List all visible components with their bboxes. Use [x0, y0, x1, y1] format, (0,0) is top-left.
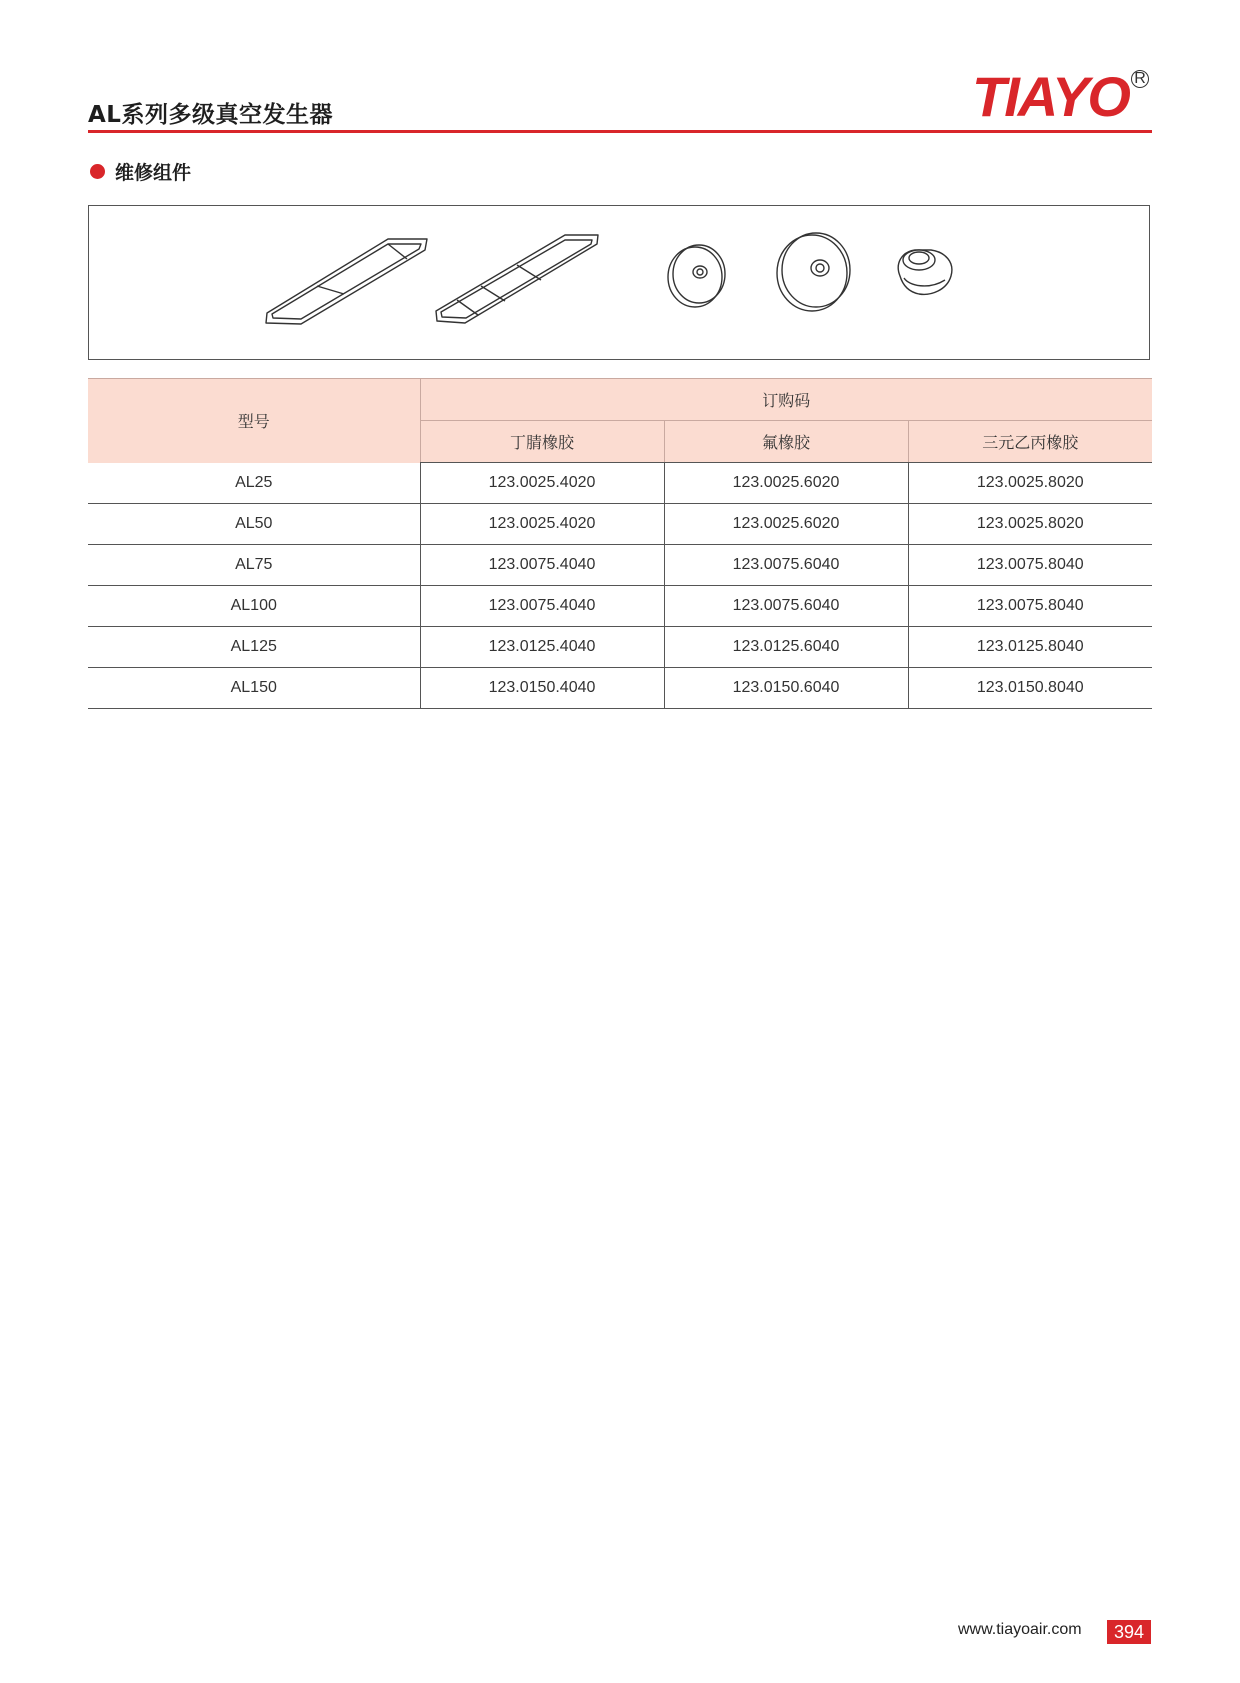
gasket-strip-three-cell-icon: [266, 239, 427, 324]
code-cell: 123.0025.6020: [664, 463, 908, 504]
model-cell: AL125: [88, 627, 420, 668]
model-cell: AL50: [88, 504, 420, 545]
table-row: [88, 463, 1152, 504]
code-cell: 123.0075.4040: [420, 586, 664, 627]
table-row: [88, 668, 1152, 709]
model-cell: AL75: [88, 545, 420, 586]
suction-disc-small-icon: [668, 245, 725, 307]
bellows-cup-icon: [898, 250, 952, 294]
code-cell: 123.0150.8040: [908, 668, 1152, 709]
brand-logo: [972, 65, 1149, 128]
code-cell: 123.0025.8020: [908, 504, 1152, 545]
header-material-fkm: 氟橡胶: [664, 421, 908, 463]
code-cell: 123.0150.4040: [420, 668, 664, 709]
model-cell: AL150: [88, 668, 420, 709]
section-heading: [90, 158, 191, 185]
table-row: [88, 504, 1152, 545]
code-cell: 123.0025.8020: [908, 463, 1152, 504]
code-cell: 123.0125.8040: [908, 627, 1152, 668]
section-heading-text: 维修组件: [115, 162, 192, 184]
header-material-nbr: 丁腈橡胶: [420, 421, 664, 463]
header-divider: [88, 130, 1152, 133]
order-code-table: [88, 378, 1152, 709]
table-row: [88, 586, 1152, 627]
page-title: AL系列多级真空发生器: [88, 102, 333, 128]
model-cell: AL100: [88, 586, 420, 627]
code-cell: 123.0125.4040: [420, 627, 664, 668]
code-cell: 123.0025.4020: [420, 463, 664, 504]
header-model: 型号: [88, 379, 420, 463]
bullet-icon: [90, 164, 105, 179]
header-material-epdm: 三元乙丙橡胶: [908, 421, 1152, 463]
parts-figure: [88, 205, 1150, 360]
page-number-badge: 394: [1107, 1620, 1151, 1644]
code-cell: 123.0075.6040: [664, 545, 908, 586]
table-row: [88, 545, 1152, 586]
code-cell: 123.0025.4020: [420, 504, 664, 545]
code-cell: 123.0075.8040: [908, 586, 1152, 627]
logo-wordmark: TIAYO: [972, 65, 1129, 128]
registered-mark-icon: R: [1131, 70, 1149, 88]
code-cell: 123.0125.6040: [664, 627, 908, 668]
code-cell: 123.0025.6020: [664, 504, 908, 545]
gasket-strip-four-cell-icon: [436, 235, 598, 323]
table-row: [88, 627, 1152, 668]
header-order-code: 订购码: [420, 379, 1152, 421]
suction-disc-large-icon: [777, 233, 850, 311]
model-cell: AL25: [88, 463, 420, 504]
code-cell: 123.0075.6040: [664, 586, 908, 627]
code-cell: 123.0150.6040: [664, 668, 908, 709]
code-cell: 123.0075.8040: [908, 545, 1152, 586]
footer-website-link[interactable]: www.tiayoair.com: [958, 1621, 1082, 1638]
parts-illustration: [89, 206, 1151, 361]
code-cell: 123.0075.4040: [420, 545, 664, 586]
